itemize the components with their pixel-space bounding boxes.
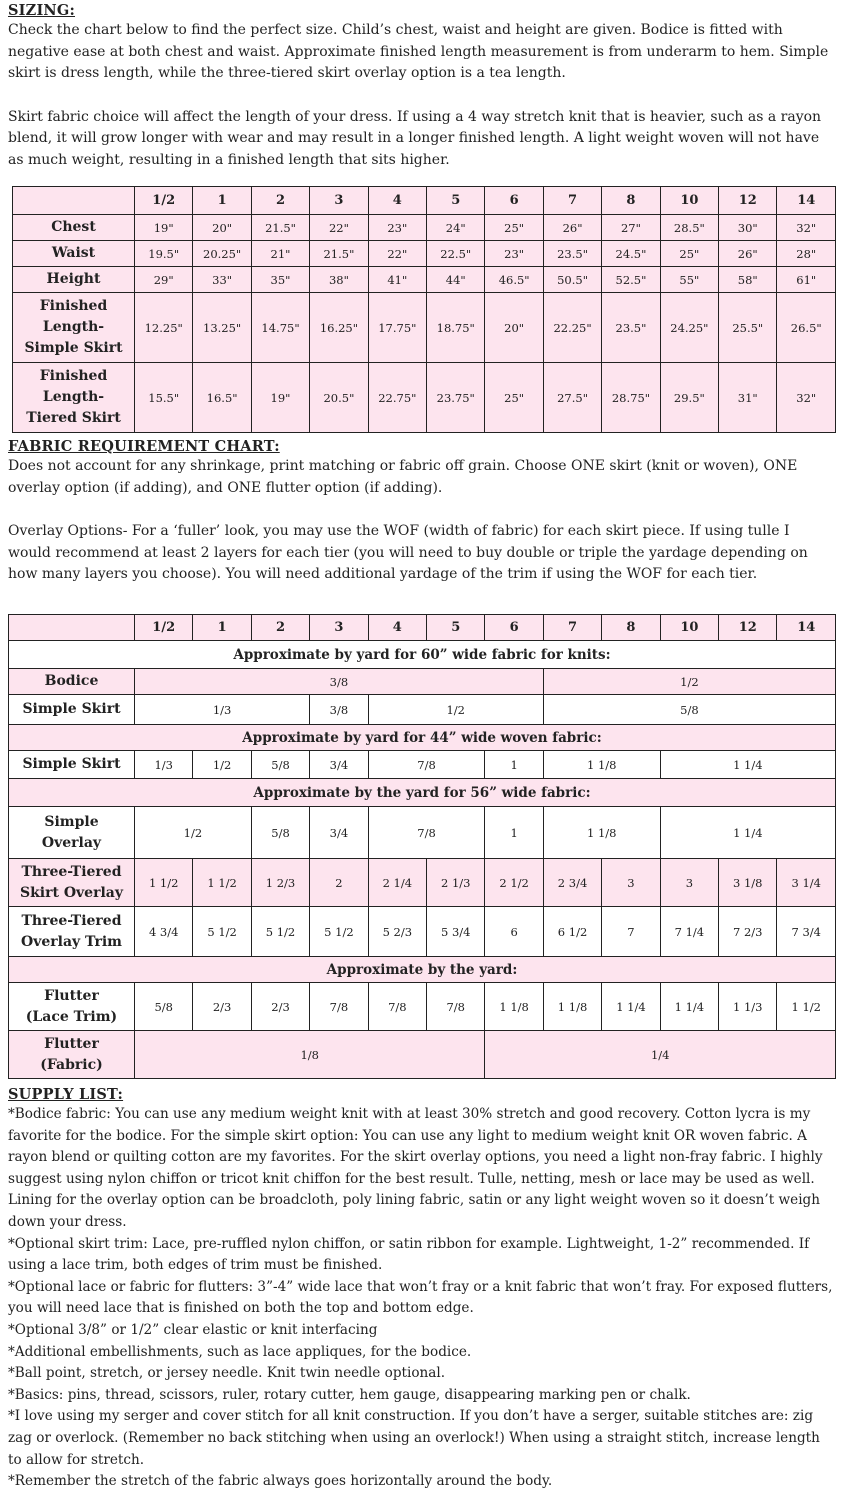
- value-cell: 61": [777, 267, 836, 293]
- row-label: Finished Length- Tiered Skirt: [13, 363, 135, 433]
- value-cell: 1 1/4: [602, 983, 660, 1031]
- value-cell: 18.75": [427, 293, 485, 363]
- size-header: 1/2: [135, 187, 193, 215]
- value-cell: 7: [602, 907, 660, 957]
- band-title: Approximate by yard for 44” wide woven fabric:: [9, 725, 836, 751]
- value-cell: 2 3/4: [543, 859, 601, 907]
- row-flutter-lace: [9, 983, 836, 1031]
- value-cell: 19.5": [135, 241, 193, 267]
- value-cell: 30": [719, 215, 777, 241]
- value-cell: 22.25": [543, 293, 601, 363]
- value-cell: 16.25": [310, 293, 368, 363]
- value-cell: 23.75": [427, 363, 485, 433]
- value-cell: 1/2: [193, 751, 251, 779]
- row-label: Flutter (Fabric): [9, 1031, 135, 1079]
- value-cell: 1 2/3: [251, 859, 309, 907]
- size-header: 4: [368, 615, 426, 641]
- value-cell: 1 1/8: [485, 983, 543, 1031]
- row-label: Three-Tiered Skirt Overlay: [9, 859, 135, 907]
- value-cell: 6 1/2: [543, 907, 601, 957]
- value-cell: 2 1/3: [427, 859, 485, 907]
- value-cell: 21.5": [310, 241, 368, 267]
- value-cell: 1 1/2: [193, 859, 251, 907]
- value-cell: 7/8: [368, 751, 485, 779]
- value-cell: 28": [777, 241, 836, 267]
- value-cell: 7 1/4: [660, 907, 718, 957]
- value-cell: 1: [485, 751, 543, 779]
- value-cell: 17.75": [368, 293, 426, 363]
- size-header: 2: [251, 187, 309, 215]
- value-cell: 22.5": [427, 241, 485, 267]
- band-56: [9, 779, 836, 807]
- value-cell: 52.5": [602, 267, 660, 293]
- value-cell: 1 1/4: [660, 807, 835, 859]
- value-cell: 14.75": [251, 293, 309, 363]
- value-cell: 25": [485, 215, 543, 241]
- value-cell: 2: [310, 859, 368, 907]
- size-header: 1/2: [135, 615, 193, 641]
- value-cell: 27": [602, 215, 660, 241]
- size-chart: [12, 186, 836, 433]
- value-cell: 32": [777, 215, 836, 241]
- row-bodice: [9, 669, 836, 695]
- row-simple-skirt-knit: [9, 695, 836, 725]
- value-cell: 29.5": [660, 363, 718, 433]
- value-cell: 1: [485, 807, 543, 859]
- value-cell: 24.25": [660, 293, 718, 363]
- value-cell: 5 1/2: [193, 907, 251, 957]
- supply-item: *Remember the stretch of the fabric always goes horizontally around the body.: [8, 1473, 553, 1490]
- row-flutter-fabric: [9, 1031, 836, 1079]
- value-cell: 26": [719, 241, 777, 267]
- value-cell: 5/8: [251, 807, 309, 859]
- value-cell: 15.5": [135, 363, 193, 433]
- value-cell: 21.5": [251, 215, 309, 241]
- row-label: Simple Skirt: [9, 751, 135, 779]
- size-header: 3: [310, 615, 368, 641]
- value-cell: 28.5": [660, 215, 718, 241]
- band-title: Approximate by the yard for 56” wide fabric:: [9, 779, 836, 807]
- value-cell: 23.5": [602, 293, 660, 363]
- value-cell: 20": [193, 215, 251, 241]
- size-header: 1: [193, 187, 251, 215]
- value-cell: 22.75": [368, 363, 426, 433]
- value-cell: 3: [602, 859, 660, 907]
- value-cell: 3 1/4: [777, 859, 836, 907]
- value-cell: 20": [485, 293, 543, 363]
- value-cell: 46.5": [485, 267, 543, 293]
- value-cell: 26.5": [777, 293, 836, 363]
- value-cell: 50.5": [543, 267, 601, 293]
- value-cell: 23": [368, 215, 426, 241]
- value-cell: 44": [427, 267, 485, 293]
- value-cell: 1/4: [485, 1031, 836, 1079]
- fabric-chart: [8, 614, 836, 1079]
- value-cell: 31": [719, 363, 777, 433]
- size-header: 5: [427, 187, 485, 215]
- row-label: Bodice: [9, 669, 135, 695]
- supply-item: *I love using my serger and cover stitch for all knit construction. If you don’t have a serger, suitable stitches are: zig zag or overlock. (Remember no back stitching when using an overlock!) When using a straight stitch, increase length to allow for stretch.: [8, 1408, 820, 1468]
- value-cell: 7/8: [368, 807, 485, 859]
- band-title: Approximate by the yard:: [9, 957, 836, 983]
- size-header: 7: [543, 187, 601, 215]
- sizing-paragraph-2: Skirt fabric choice will affect the length of your dress. If using a 4 way stretch knit that is heavier, such as a rayon blend, it will grow longer with wear and may result in a longer finished length. A light weight woven will not have as much weight, resulting in a finished length that sits higher.: [8, 108, 822, 168]
- value-cell: 3/8: [135, 669, 544, 695]
- fabric-paragraph-2: Overlay Options- For a ‘fuller’ look, you may use the WOF (width of fabric) for each skirt piece. If using tulle I would recommend at least 2 layers for each tier (you will need to buy double or triple the yardage depending on how many layers you choose). You will need additional yardage of the trim if using the WOF for each tier.: [8, 523, 808, 582]
- value-cell: 19": [251, 363, 309, 433]
- row-simple-skirt-woven: [9, 751, 836, 779]
- size-header: 6: [485, 187, 543, 215]
- supply-heading: SUPPLY LIST:: [8, 1086, 124, 1103]
- value-cell: 1/2: [368, 695, 543, 725]
- value-cell: 58": [719, 267, 777, 293]
- band-woven-44: [9, 725, 836, 751]
- row-label: Flutter (Lace Trim): [9, 983, 135, 1031]
- value-cell: 23": [485, 241, 543, 267]
- value-cell: 27.5": [543, 363, 601, 433]
- value-cell: 26": [543, 215, 601, 241]
- supply-item: *Ball point, stretch, or jersey needle. Knit twin needle optional.: [8, 1365, 446, 1382]
- value-cell: 1/2: [543, 669, 835, 695]
- value-cell: 5 3/4: [427, 907, 485, 957]
- row-tiered-trim: [9, 907, 836, 957]
- value-cell: 2/3: [193, 983, 251, 1031]
- size-header: 8: [602, 187, 660, 215]
- value-cell: 1 1/4: [660, 751, 835, 779]
- band-yard: [9, 957, 836, 983]
- fabric-paragraph-1: Does not account for any shrinkage, print matching or fabric off grain. Choose ONE skirt (knit or woven), ONE overlay option (if adding), and ONE flutter option (if adding).: [8, 458, 798, 496]
- size-header: 6: [485, 615, 543, 641]
- value-cell: 22": [368, 241, 426, 267]
- sizing-section: [8, 2, 836, 171]
- supply-item: *Optional skirt trim: Lace, pre-ruffled nylon chiffon, or satin ribbon for example. Lightweight, 1-2” recommended. If using a lace trim, both edges of trim must be finished.: [8, 1235, 810, 1274]
- row-label: Finished Length- Simple Skirt: [13, 293, 135, 363]
- value-cell: 1 1/2: [135, 859, 193, 907]
- value-cell: 19": [135, 215, 193, 241]
- size-row-waist: [13, 241, 836, 267]
- supply-item: *Optional 3/8” or 1/2” clear elastic or knit interfacing: [8, 1321, 378, 1338]
- value-cell: 5/8: [135, 983, 193, 1031]
- value-cell: 35": [251, 267, 309, 293]
- value-cell: 38": [310, 267, 368, 293]
- sizing-heading: SIZING:: [8, 2, 76, 19]
- value-cell: 33": [193, 267, 251, 293]
- value-cell: 2 1/2: [485, 859, 543, 907]
- size-header: 8: [602, 615, 660, 641]
- row-label: Waist: [13, 241, 135, 267]
- value-cell: 3/4: [310, 751, 368, 779]
- size-header: 14: [777, 187, 836, 215]
- value-cell: 4 3/4: [135, 907, 193, 957]
- value-cell: 7/8: [310, 983, 368, 1031]
- value-cell: 5/8: [251, 751, 309, 779]
- value-cell: 5 1/2: [251, 907, 309, 957]
- value-cell: 2 1/4: [368, 859, 426, 907]
- size-header: 3: [310, 187, 368, 215]
- value-cell: 5 1/2: [310, 907, 368, 957]
- value-cell: 29": [135, 267, 193, 293]
- value-cell: 1 1/8: [543, 807, 660, 859]
- value-cell: 6: [485, 907, 543, 957]
- row-label: Three-Tiered Overlay Trim: [9, 907, 135, 957]
- size-header: 2: [251, 615, 309, 641]
- value-cell: 24.5": [602, 241, 660, 267]
- fabric-size-header-row: [9, 615, 836, 641]
- supply-section: [8, 1086, 836, 1493]
- row-label: Simple Skirt: [9, 695, 135, 725]
- corner-cell: [9, 615, 135, 641]
- value-cell: 1/3: [135, 695, 310, 725]
- size-header: 10: [660, 187, 718, 215]
- value-cell: 7 3/4: [777, 907, 836, 957]
- value-cell: 20.5": [310, 363, 368, 433]
- value-cell: 23.5": [543, 241, 601, 267]
- value-cell: 22": [310, 215, 368, 241]
- value-cell: 3 1/8: [719, 859, 777, 907]
- value-cell: 1 1/8: [543, 751, 660, 779]
- fabric-heading: FABRIC REQUIREMENT CHART:: [8, 438, 280, 455]
- value-cell: 3/4: [310, 807, 368, 859]
- value-cell: 12.25": [135, 293, 193, 363]
- supply-item: *Additional embellishments, such as lace appliques, for the bodice.: [8, 1343, 472, 1360]
- value-cell: 1 1/4: [660, 983, 718, 1031]
- size-header: 12: [719, 187, 777, 215]
- value-cell: 25.5": [719, 293, 777, 363]
- row-tiered-overlay: [9, 859, 836, 907]
- size-row-simple-length: [13, 293, 836, 363]
- value-cell: 16.5": [193, 363, 251, 433]
- value-cell: 1 1/8: [543, 983, 601, 1031]
- value-cell: 1 1/2: [777, 983, 836, 1031]
- size-header: 4: [368, 187, 426, 215]
- band-title: Approximate by yard for 60” wide fabric for knits:: [9, 641, 836, 669]
- value-cell: 5 2/3: [368, 907, 426, 957]
- supply-item: *Optional lace or fabric for flutters: 3”-4” wide lace that won’t fray or a knit fabric that won’t fray. For exposed flutters, you will need lace that is finished on both the top and bottom edge.: [8, 1278, 833, 1317]
- value-cell: 55": [660, 267, 718, 293]
- supply-item: *Basics: pins, thread, scissors, ruler, rotary cutter, hem gauge, disappearing marking pen or chalk.: [8, 1386, 691, 1403]
- value-cell: 1/8: [135, 1031, 485, 1079]
- size-header: 1: [193, 615, 251, 641]
- row-label: Chest: [13, 215, 135, 241]
- value-cell: 41": [368, 267, 426, 293]
- size-header: 12: [719, 615, 777, 641]
- value-cell: 2/3: [251, 983, 309, 1031]
- size-row-tiered-length: [13, 363, 836, 433]
- value-cell: 7/8: [427, 983, 485, 1031]
- sizing-paragraph-1: Check the chart below to find the perfect size. Child’s chest, waist and height are given. Bodice is fitted with negative ease at both chest and waist. Approximate finished length measurement is from underarm to hem. Simple skirt is dress length, while the three-tiered skirt overlay option is a tea length.: [8, 22, 829, 81]
- value-cell: 13.25": [193, 293, 251, 363]
- size-row-height: [13, 267, 836, 293]
- value-cell: 1 1/3: [719, 983, 777, 1031]
- value-cell: 25": [485, 363, 543, 433]
- row-label: Height: [13, 267, 135, 293]
- value-cell: 5/8: [543, 695, 835, 725]
- corner-cell: [13, 187, 135, 215]
- value-cell: 25": [660, 241, 718, 267]
- value-cell: 3/8: [310, 695, 368, 725]
- band-knit-60: [9, 641, 836, 669]
- size-header: 14: [777, 615, 836, 641]
- value-cell: 28.75": [602, 363, 660, 433]
- value-cell: 7 2/3: [719, 907, 777, 957]
- size-header: 5: [427, 615, 485, 641]
- value-cell: 1/2: [135, 807, 252, 859]
- fabric-section: [8, 438, 836, 586]
- supply-item: *Bodice fabric: You can use any medium weight knit with at least 30% stretch and good recovery. Cotton lycra is my favorite for the bodice. For the simple skirt option: You can use any light to medium weight knit OR woven fabric. A rayon blend or quilting cotton are my favorites. For the skirt overlay options, you need a light non-fray fabric. I highly suggest using nylon chiffon or tricot knit chiffon for the best result. Tulle, netting, mesh or lace may be used as well. Lining for the overlay option can be broadcloth, poly lining fabric, satin or any light weight woven so it doesn’t weigh down your dress.: [8, 1106, 823, 1230]
- size-row-chest: [13, 215, 836, 241]
- size-header-row: [13, 187, 836, 215]
- size-header: 7: [543, 615, 601, 641]
- size-header: 10: [660, 615, 718, 641]
- row-label: Simple Overlay: [9, 807, 135, 859]
- value-cell: 20.25": [193, 241, 251, 267]
- value-cell: 3: [660, 859, 718, 907]
- value-cell: 7/8: [368, 983, 426, 1031]
- value-cell: 32": [777, 363, 836, 433]
- value-cell: 1/3: [135, 751, 193, 779]
- value-cell: 21": [251, 241, 309, 267]
- value-cell: 24": [427, 215, 485, 241]
- row-simple-overlay: [9, 807, 836, 859]
